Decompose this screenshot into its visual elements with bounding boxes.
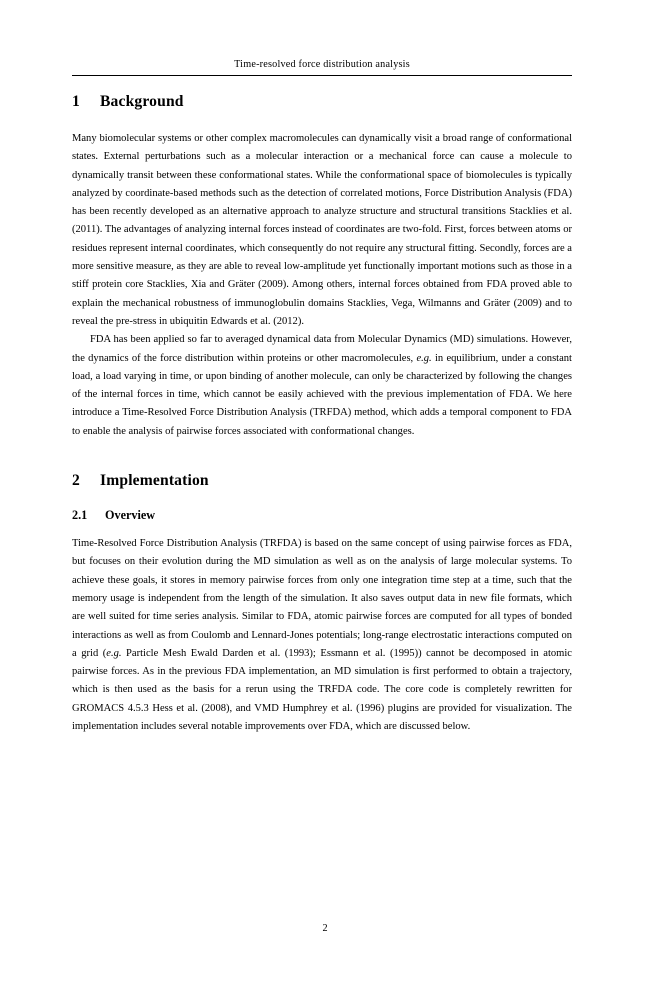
subsection-number: 2.1	[72, 508, 88, 523]
spacer	[72, 524, 572, 535]
section-title: Background	[100, 93, 184, 110]
section-heading-background	[72, 92, 572, 112]
header-rule	[72, 75, 572, 76]
section-title: Implementation	[100, 472, 209, 490]
paragraph-text-part: Particle Mesh Ewald Darden et al. (1993); Essmann et al. (1995)) cannot be decomposed in atomic pairwise forces. As in the previous FDA implementation, an MD simulation is first performed to obtain a trajectory, which is then used as the basis for a rerun using the TRFDA code. The core code is completely rewritten for GROMACS 4.5.3 Hess et al. (2008), and VMD Humphrey et al. (1996) plugins are provided for visualization. The implementation includes several notable improvements over FDA, which are discussed below.	[72, 647, 572, 733]
emphasis-eg: e.g.	[106, 647, 122, 659]
page-body	[72, 92, 572, 736]
paragraph-overview-1	[72, 535, 572, 736]
section-number: 2	[72, 472, 80, 490]
paragraph-text-part: in equilibrium, under a constant load, a load varying in time, or upon binding of another molecule, can only be characterized by following the changes of the internal forces in time, which cannot be easily achieved with the previous implementation of FDA. We here introduce a Time-Resolved Force Distribution Analysis (TRFDA) method, which adds a temporal component to FDA to enable the analysis of pairwise forces associated with conformational changes.	[72, 352, 572, 437]
page-number: 2	[322, 923, 328, 934]
spacer	[72, 112, 572, 130]
paragraph-background-2	[72, 331, 572, 441]
paragraph-text-part: FDA has been applied so far to averaged dynamical data from Molecular Dynamics (MD) simulations. However, the dynamics of the force distribution within proteins or other macromolecules,	[72, 334, 572, 364]
subsection-title: Overview	[105, 508, 156, 523]
subsection-heading-overview	[72, 507, 572, 524]
running-head: Time-resolved force distribution analysis	[234, 59, 410, 70]
section-number: 1	[72, 93, 80, 110]
spacer	[72, 491, 572, 507]
page-header	[72, 58, 572, 76]
paragraph-text-part: Time-Resolved Force Distribution Analysis (TRFDA) is based on the same concept of using pairwise forces as FDA, but focuses on their evolution during the MD simulation as well as on the analysis of large molecular systems. To achieve these goals, it stores in memory pairwise forces from only one integration time step at a time, such that the memory usage is independent from the length of the simulation. It also saves output data in new file formats, which are well suited for time series analysis. Similar to FDA, atomic pairwise forces are computed for all types of bonded interactions as well as from Coulomb and Lennard-Jones potentials; long-range electrostatic interactions computed on a grid (	[72, 538, 572, 659]
paragraph-background-1: Many biomolecular systems or other complex macromolecules can dynamically visit a broad range of conformational states. External perturbations such as a molecular interaction or a mechanical force can cause a molecule to dynamically transit between these conformational states. While the conformational space of biomolecules is typically analyzed by coordinate-based methods such as the detection of correlated motions, Force Distribution Analysis (FDA) has been recently developed as an alternative approach to analyze structure and structural transitions Stacklies et al. (2011). The advantages of analyzing internal forces instead of coordinates are two-fold. First, forces between atoms or residues represent internal coordinates, which consequently do not require any structural fitting. Secondly, forces are a more sensitive measure, as they are able to reveal low-amplitude yet functionally important motions such as those in a stiff protein core Stacklies, Xia and Gräter (2009). Among others, internal forces obtained from FDA proved able to explain the mechanical robustness of immunoglobulin domains Stacklies, Vega, Wilmanns and Gräter (2009) and to reveal the pre-stress in ubiquitin Edwards et al. (2012).	[72, 133, 572, 327]
emphasis-eg: e.g.	[416, 352, 432, 364]
section-heading-implementation	[72, 471, 572, 491]
spacer	[72, 441, 572, 471]
